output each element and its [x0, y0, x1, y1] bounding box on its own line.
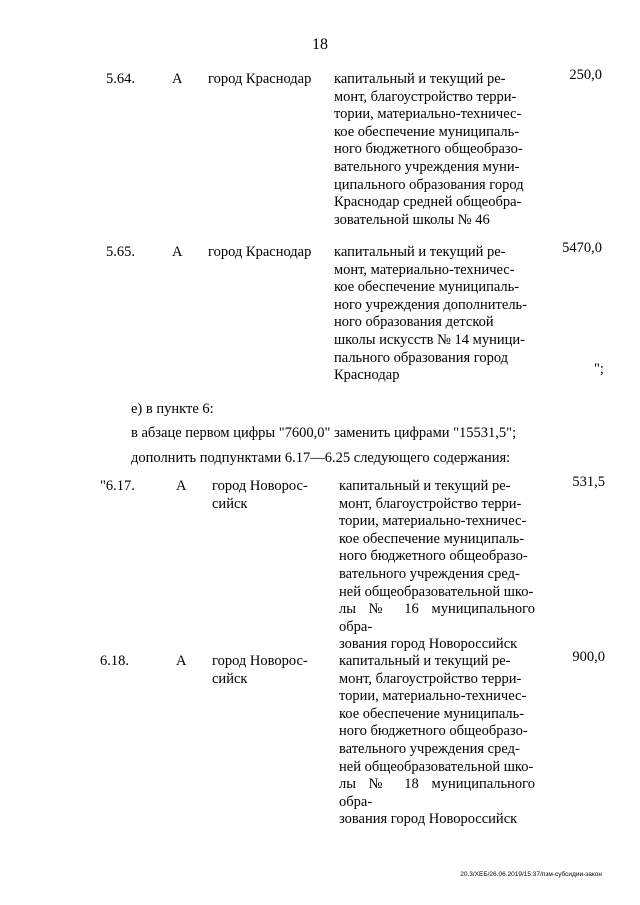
description-line: ного бюджетного общеобразо-: [339, 723, 528, 740]
place-line: город Новорос-: [212, 653, 308, 669]
description-line: кое обеспечение муниципаль-: [334, 123, 520, 140]
page-number: 18: [312, 36, 328, 53]
description-line: Краснодар средней общеобра-: [334, 194, 522, 211]
closing-quote: ";: [594, 361, 604, 377]
description-line: кое обеспечение муниципаль-: [339, 530, 525, 547]
item-number: "6.17.: [100, 478, 135, 494]
item-amount: 531,5: [572, 474, 605, 490]
item-category: А: [176, 478, 187, 494]
item-category: А: [172, 71, 183, 87]
item-amount: 900,0: [572, 649, 605, 665]
item-category: А: [176, 653, 187, 669]
description-line: ципального образования город: [334, 176, 524, 193]
description-line: монт, благоустройство терри-: [339, 670, 522, 687]
item-number: 6.18.: [100, 653, 129, 669]
item-amount: 250,0: [569, 67, 602, 83]
description-line: монт, благоустройство терри-: [334, 88, 517, 105]
description-line: кое обеспечение муниципаль-: [334, 279, 520, 296]
description-line: ней общеобразовательной шко-: [339, 583, 534, 600]
description-line: тории, материально-техничес-: [339, 513, 527, 530]
description-line: тории, материально-техничес-: [339, 688, 527, 705]
place-line: город Краснодар: [208, 244, 312, 260]
description-line: Краснодар: [334, 367, 400, 384]
item-category: А: [172, 244, 183, 260]
paragraph-replace: в абзаце первом цифры "7600,0" заменить цифрами "15531,5";: [131, 425, 517, 441]
paragraph-add: дополнить подпунктами 6.17—6.25 следующего содержания:: [131, 450, 511, 466]
description-line: вательного учреждения муни-: [334, 158, 520, 175]
place-line: город Краснодар: [208, 71, 312, 87]
description-line: ного учреждения дополнитель-: [334, 296, 527, 313]
item-description: [339, 478, 535, 654]
description-line: кое обеспечение муниципаль-: [339, 705, 525, 722]
description-line: капитальный и текущий ре-: [339, 478, 511, 494]
description-line: капитальный и текущий ре-: [339, 653, 511, 669]
place-line: сийск: [212, 670, 248, 687]
paragraph-clause: е) в пункте 6:: [131, 401, 214, 417]
description-line: капитальный и текущий ре-: [334, 244, 506, 260]
description-line: вательного учреждения сред-: [339, 565, 520, 582]
description-line: монт, благоустройство терри-: [339, 495, 522, 512]
item-description: [334, 71, 534, 229]
description-line: тории, материально-техничес-: [334, 106, 522, 123]
description-line: ного бюджетного общеобразо-: [334, 141, 523, 158]
description-line: лы № 16 муниципального обра-: [339, 601, 535, 635]
description-line: ного образования детской: [334, 314, 494, 331]
description-line: капитальный и текущий ре-: [334, 71, 506, 87]
item-amount: 5470,0: [562, 240, 602, 256]
description-line: пального образования город: [334, 349, 509, 366]
item-place: [208, 71, 326, 89]
description-line: школы искусств № 14 муници-: [334, 331, 525, 348]
place-line: сийск: [212, 495, 248, 512]
place-line: город Новорос-: [212, 478, 308, 494]
item-place: [212, 653, 322, 688]
item-description: [334, 244, 534, 385]
description-line: зования город Новороссийск: [339, 811, 518, 828]
description-line: зования город Новороссийск: [339, 636, 518, 653]
item-number: 5.64.: [106, 71, 135, 87]
item-description: [339, 653, 535, 829]
item-place: [208, 244, 326, 262]
document-footer: 20.3/ХЕБ/26.06.2019/15:37/пзм-субсидии-закон: [460, 871, 602, 878]
description-line: лы № 18 муниципального обра-: [339, 776, 535, 810]
description-line: зовательной школы № 46: [334, 211, 490, 228]
item-number: 5.65.: [106, 244, 135, 260]
item-place: [212, 478, 322, 513]
description-line: ней общеобразовательной шко-: [339, 758, 534, 775]
description-line: вательного учреждения сред-: [339, 740, 520, 757]
description-line: ного бюджетного общеобразо-: [339, 548, 528, 565]
description-line: монт, материально-техничес-: [334, 261, 515, 278]
